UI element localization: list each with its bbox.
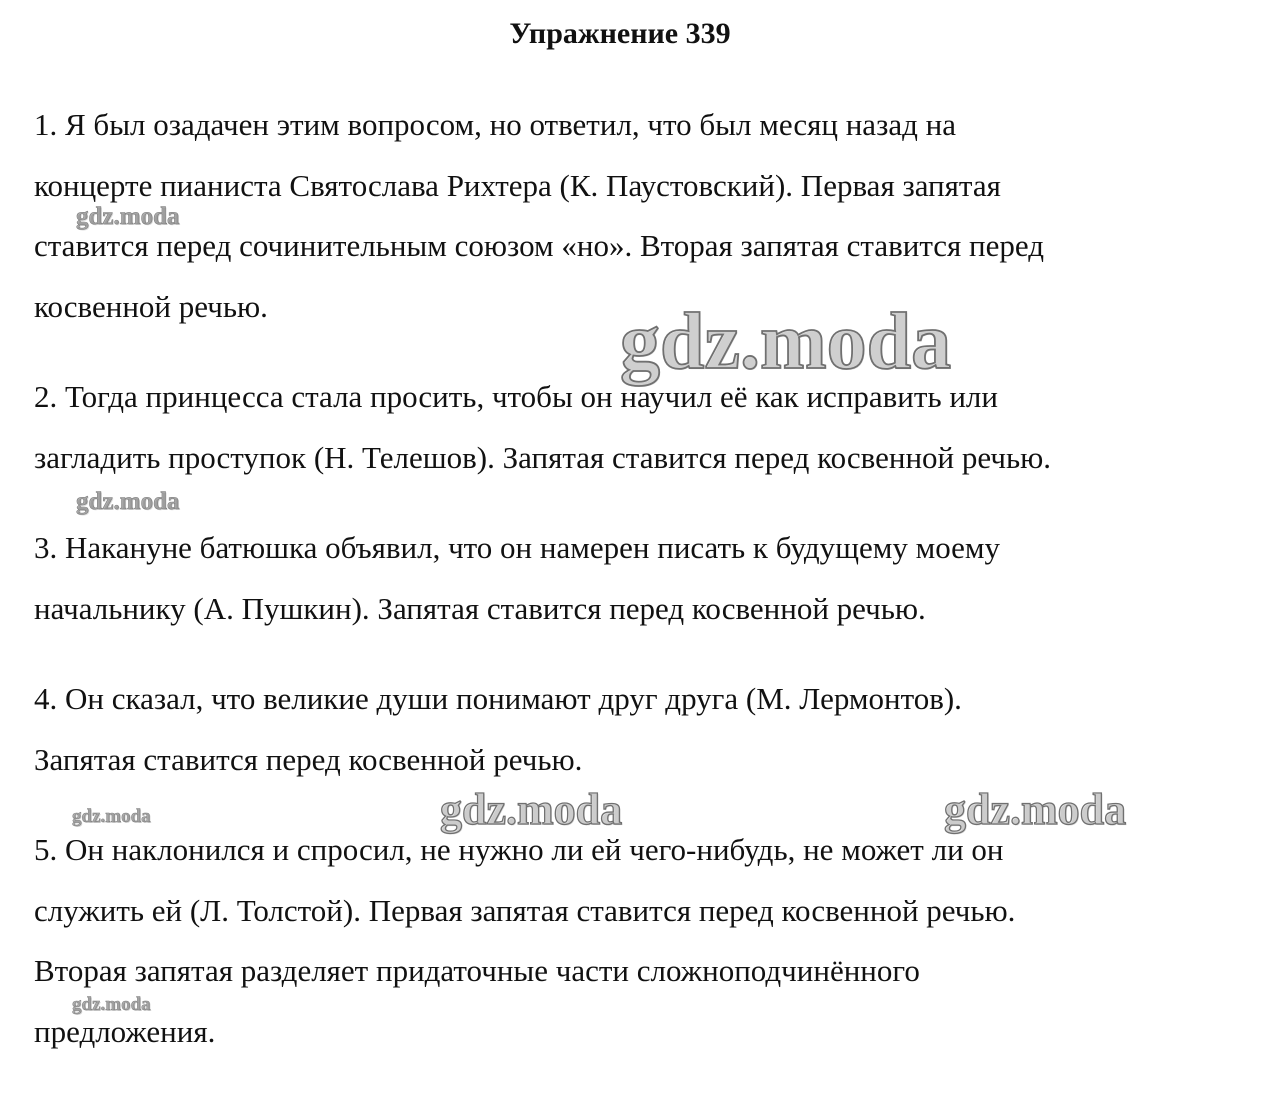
watermark: gdz.moda: [620, 298, 952, 386]
answer-paragraph-1: [34, 95, 1254, 337]
answer-line: Вторая запятая разделяет придаточные части сложноподчинённого: [34, 953, 920, 988]
answer-line: 4. Он сказал, что великие души понимают друг друга (М. Лермонтов).: [34, 681, 962, 716]
answer-line: концерте пианиста Святослава Рихтера (К. Паустовский). Первая запятая: [34, 167, 1001, 203]
answer-line: косвенной речью.: [34, 288, 268, 324]
watermark: gdz.moda: [72, 994, 151, 1015]
answer-paragraph-5: [34, 820, 1254, 1062]
answer-paragraph-4: [34, 669, 1254, 790]
exercise-answers: [34, 95, 1254, 1092]
answer-line: 5. Он наклонился и спросил, не нужно ли ей чего-нибудь, не может ли он: [34, 832, 1004, 867]
answer-line: 2. Тогда принцесса стала просить, чтобы он научил её как исправить или: [34, 379, 998, 414]
page-title: Упражнение 339: [509, 17, 731, 50]
answer-line: загладить проступок (Н. Телешов). Запятая ставится перед косвенной речью.: [34, 439, 1052, 475]
answer-line: Запятая ставится перед косвенной речью.: [34, 741, 583, 777]
watermark: gdz.moda: [76, 203, 180, 230]
watermark: gdz.moda: [76, 488, 180, 515]
watermark: gdz.moda: [944, 785, 1127, 834]
answer-line: служить ей (Л. Толстой). Первая запятая ставится перед косвенной речью.: [34, 892, 1016, 928]
answer-paragraph-2: [34, 367, 1254, 488]
answer-line: ставится перед сочинительным союзом «но». Вторая запятая ставится перед: [34, 228, 1045, 263]
answer-paragraph-3: [34, 518, 1254, 639]
answer-line: предложения.: [34, 1013, 216, 1049]
answer-line: начальнику (А. Пушкин). Запятая ставится перед косвенной речью.: [34, 590, 926, 626]
answer-line: 3. Накануне батюшка объявил, что он намерен писать к будущему моему: [34, 530, 1001, 565]
watermark: gdz.moda: [72, 806, 151, 827]
watermark: gdz.moda: [440, 785, 623, 834]
answer-line: 1. Я был озадачен этим вопросом, но ответил, что был месяц назад на: [34, 107, 956, 142]
